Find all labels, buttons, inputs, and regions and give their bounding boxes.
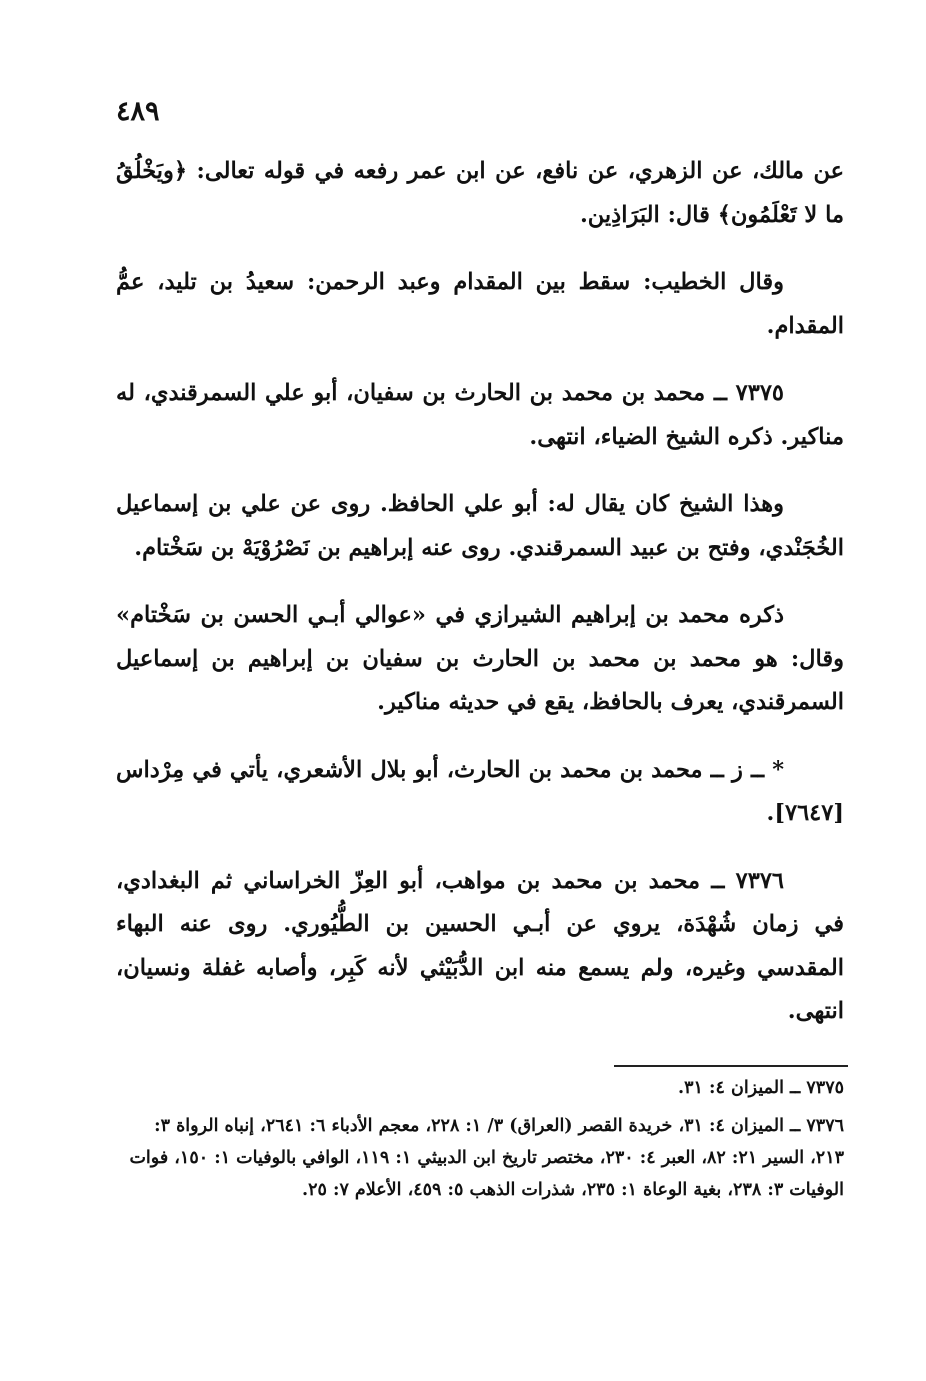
footnote-7375: [116, 1072, 844, 1104]
paragraph-shirazi: ذكره محمد بن إبراهيم الشيرازي في «عوالي أبـي الحسن بن سَخْتام» وقال: هو محمد بن محمد بن الحارث بن سفيان بن إبراهيم بن إسماعيل السمرقندي، يعرف بالحافظ، يقع في حديثه مناكير.: [116, 602, 844, 715]
page-number: ٤٨٩: [116, 96, 160, 127]
footnote-number: ٧٣٧٥ ــ: [790, 1078, 844, 1098]
footnote-number: ٧٣٧٦ ــ: [790, 1116, 844, 1136]
footnote-text: الميزان ٤: ٣١.: [678, 1078, 784, 1098]
cross-reference-entry: * ــ ز ــ محمد بن محمد بن الحارث، أبو بلال الأشعري، يأتي في مِرْداس [٧٦٤٧].: [116, 756, 844, 826]
entry-7375: ٧٣٧٥ ــ محمد بن محمد بن الحارث بن سفيان، أبو علي السمرقندي، له مناكير. ذكره الشيخ الضياء، انتهى.: [116, 380, 844, 450]
entry-7376: ٧٣٧٦ ــ محمد بن محمد بن مواهب، أبو العِزّ الخراساني ثم البغدادي، في زمان شُهْدَة، يروي عن أبـي الحسين بن الطُّيُوري. روى عنه البهاء المقدسي وغيره، ولم يسمع منه ابن الدُّبَيْثي لأنه كَبِر، وأصابه غفلة ونسيان، انتهى.: [116, 867, 845, 1024]
footnote-text: الميزان ٤: ٣١، خريدة القصر (العراق) ٣/ ١: ٢٢٨، معجم الأدباء ٦: ٢٦٤١، إنباه الرواة ٣: ٢١٣، السير ٢١: ٨٢، العبر ٤: ٢٣٠، مختصر تاريخ ابن الدبيثي ١: ١١٩، الوافي بالوفيات ١: ١٥٠، فوات الوفيات ٣: ٢٣٨، بغية الوعاة ١: ٢٣٥، شذرات الذهب ٥: ٤٥٩، الأعلام ٧: ٢٥.: [129, 1116, 844, 1200]
footnote-divider: [614, 1065, 848, 1067]
paragraph-hafiz: وهذا الشيخ كان يقال له: أبو علي الحافظ. روى عن علي بن إسماعيل الخُجَنْدي، وفتح بن عبيد السمرقندي. روى عنه إبراهيم بن نَصْرُوْيَهْ بن سَخْتام.: [116, 491, 844, 561]
paragraph-quran-quote: عن مالك، عن الزهري، عن نافع، عن ابن عمر رفعه في قوله تعالى: ﴿ويَخْلُقُ ما لا تَعْلَمُون﴾ قال: البَرَاذِين.: [116, 158, 844, 228]
main-text-body: [116, 150, 844, 1058]
footnotes: [116, 1072, 844, 1212]
footnote-7376: [116, 1110, 844, 1206]
paragraph-khatib-note: وقال الخطيب: سقط بين المقدام وعبد الرحمن: سعيدُ بن تليد، عمُّ المقدام.: [116, 269, 844, 339]
